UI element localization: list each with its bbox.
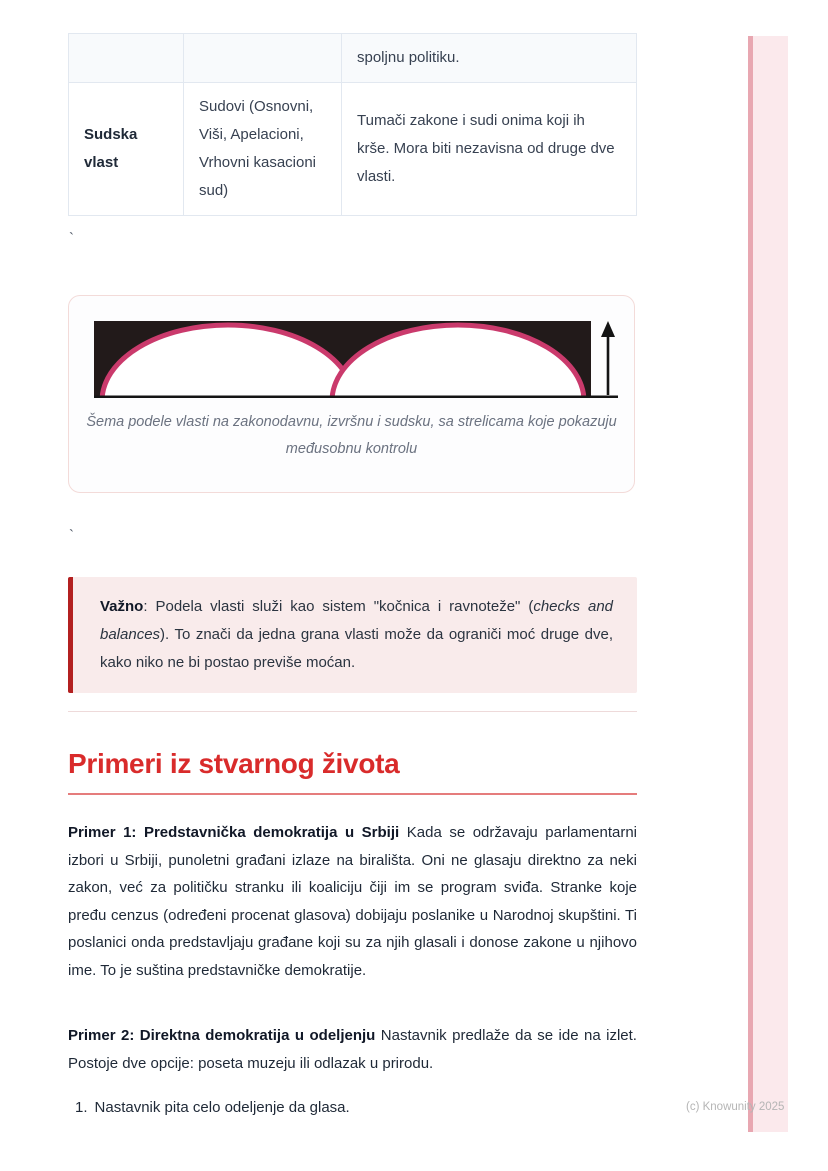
table-row <box>69 34 637 83</box>
figure-caption: Šema podele vlasti na zakonodavnu, izvršnu i sudsku, sa strelicama koje pokazuju međusobnu kontrolu <box>86 414 617 457</box>
callout-text: ). To znači da jedna grana vlasti može da ograniči moć druge dve, kako niko ne bi postao previše moćan. <box>100 626 613 671</box>
table-cell-institutions: Sudovi (Osnovni, Viši, Apelacioni, Vrhovni kasacioni sud) <box>184 83 342 216</box>
branches-table <box>68 33 637 216</box>
paragraph-bold-lead: Primer 2: Direktna demokratija u odeljenju <box>68 1027 376 1044</box>
figure-card <box>68 295 635 493</box>
table-cell: spoljnu politiku. <box>342 34 637 83</box>
arrow-up-icon <box>601 321 615 395</box>
paragraph-text: Nastavnik predlaže da se ide na izlet. Postoje dve opcije: poseta muzeju ili odlazak u prirodu. <box>68 1027 637 1072</box>
baseline-rule <box>94 396 618 399</box>
venn-arcs-graphic <box>94 321 618 398</box>
table-row <box>69 83 637 216</box>
section-heading: Primeri iz stvarnog života <box>68 747 637 795</box>
important-callout <box>68 577 637 693</box>
stray-backtick: ` <box>69 230 74 247</box>
list-item <box>75 1094 635 1121</box>
callout-label: Važno <box>100 598 144 615</box>
paragraph-text: Kada se održavaju parlamentarni izbori u Srbiji, punoletni građani izlaze na birališta. Oni ne glasaju direktno za neki zakon, već za političku stranku ili koaliciju čiji im se program sviđa. Stranke koje pređu cenzus (određeni procenat glasova) dobijaju poslanike u Narodnoj skupštini. Ti poslanici onda predstavljaju građane koji su za njih glasali i donose zakone u njihovo ime. To je suština predstavničke demokratije. <box>68 824 638 979</box>
table-cell-description: Tumači zakone i sudi onima koji ih krše. Mora biti nezavisna od druge dve vlasti. <box>342 83 637 216</box>
list-item-number: 1. <box>75 1099 88 1116</box>
callout-text: : Podela vlasti služi kao sistem "kočnica i ravnoteže" ( <box>143 598 534 615</box>
list-item-text: Nastavnik pita celo odeljenje da glasa. <box>94 1099 350 1116</box>
separation-of-powers-diagram <box>94 321 618 398</box>
table-cell <box>69 34 184 83</box>
paragraph-example-2 <box>68 1022 637 1077</box>
paragraph-bold-lead: Primer 1: Predstavnička demokratija u Srbiji <box>68 824 400 841</box>
callout-italic-text: checks and balances <box>100 598 614 643</box>
copyright-watermark: (c) Knowunity 2025 <box>686 1101 785 1113</box>
paragraph-example-1 <box>68 819 637 984</box>
numbered-list <box>75 1094 635 1121</box>
table-cell-branch-name: Sudska vlast <box>69 83 184 216</box>
page-edge-highlight <box>748 36 788 1132</box>
table-cell <box>184 34 342 83</box>
section-divider <box>68 711 637 712</box>
stray-backtick: ` <box>69 527 74 544</box>
